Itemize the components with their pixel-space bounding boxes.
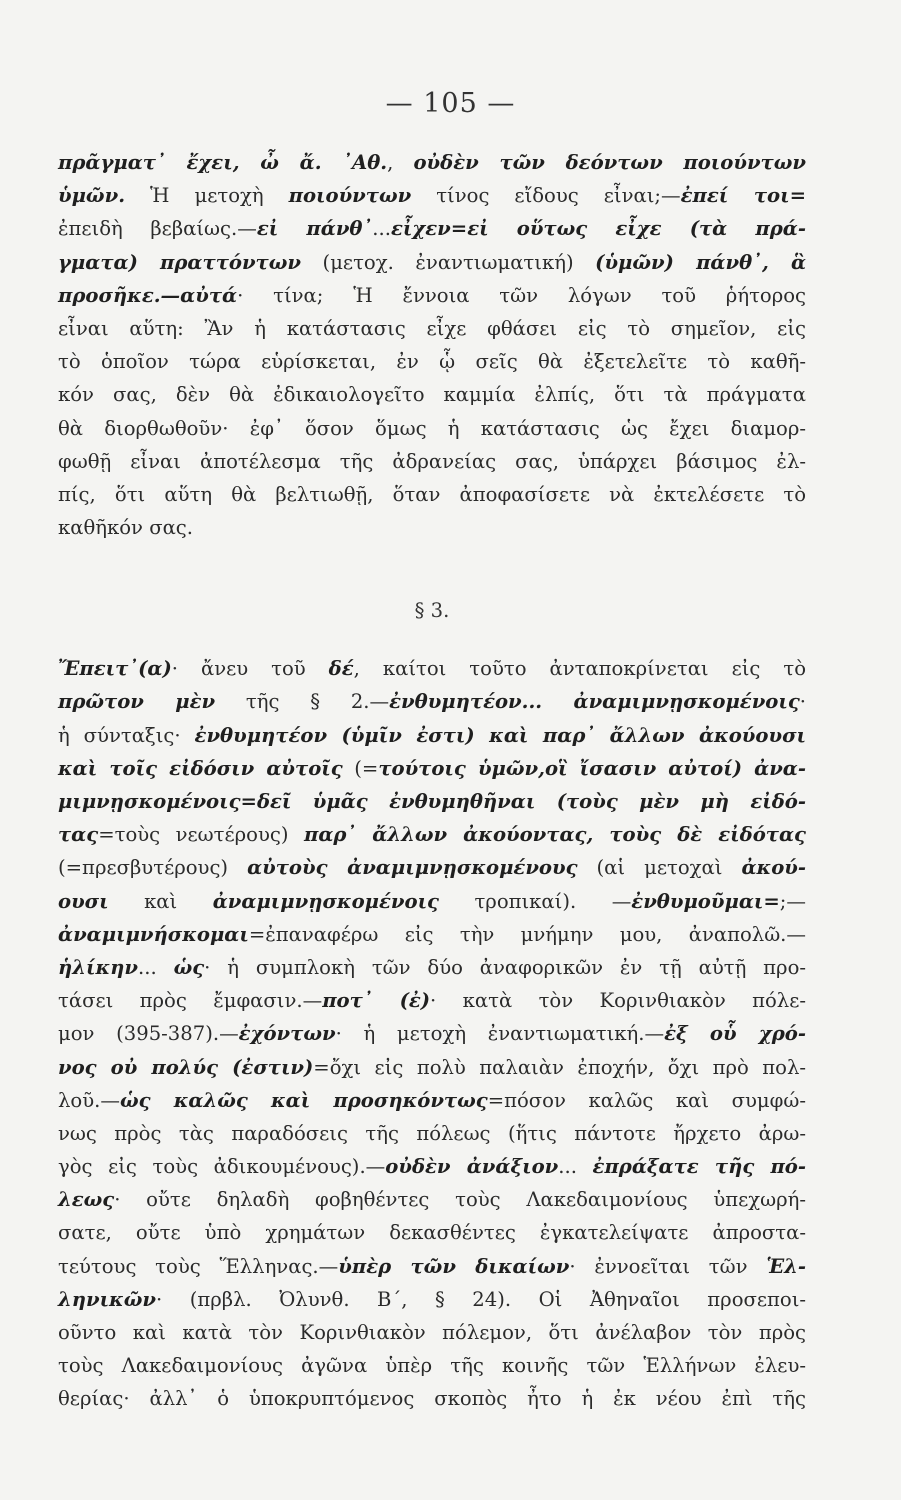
- text-line: τάσει πρὸς ἔμφασιν.—ποτ᾽ (ἐ)· κατὰ τὸν Κορινθιακὸν πόλε-: [58, 989, 806, 1013]
- text-line: τεύτους τοὺς Ἕλληνας.—ὑπὲρ τῶν δικαίων· ἐννοεῖται τῶν Ἑλ-: [58, 1254, 806, 1278]
- section-spacer: [58, 544, 806, 593]
- section-spacer: [58, 629, 806, 652]
- text-line: πρᾶγματ᾽ ἔχει, ὦ ἄ. ᾽Αθ., οὐδὲν τῶν δεόντων ποιούντων: [58, 151, 806, 174]
- text-line: τοὺς Λακεδαιμονίους ἀγῶνα ὑπὲρ τῆς κοινῆς τῶν Ἑλλήνων ἐλευ-: [58, 1354, 806, 1378]
- text-line: ληνικῶν· (πρβλ. Ὀλυνθ. Β΄, § 24). Οἱ Ἀθηναῖοι προσεποι-: [58, 1287, 806, 1311]
- page-number: — 105 —: [385, 88, 516, 119]
- text-line: σατε, οὔτε ὑπὸ χρημάτων δεκασθέντες ἐγκατελείψατε ἀπροστα-: [58, 1221, 806, 1245]
- text-line: κόν σας, δὲν θὰ ἐδικαιολογεῖτο καμμία ἐλπίς, ὅτι τὰ πράγματα: [58, 383, 806, 407]
- text-line: φωθῇ εἶναι ἀποτέλεσμα τῆς ἀδρανείας σας, ὑπάρχει βάσιμος ἐλ-: [58, 449, 806, 473]
- text-line: ἐπειδὴ βεβαίως.—εἰ πάνθ᾽...εἶχεν=εἰ οὕτως εἶχε (τὰ πρά-: [58, 217, 807, 241]
- commentary-paragraph-1: [58, 146, 806, 544]
- text-line: λοῦ.—ὡς καλῶς καὶ προσηκόντως=πόσον καλῶς καὶ συμφώ-: [58, 1088, 806, 1112]
- text-line: Ἔπειτ᾽(α)· ἄνευ τοῦ δέ, καίτοι τοῦτο ἀνταποκρίνεται εἰς τὸ: [58, 657, 806, 681]
- text-line: πίς, ὅτι αὕτη θὰ βελτιωθῇ, ὅταν ἀποφασίσετε νὰ ἐκτελέσετε τὸ: [58, 482, 806, 506]
- body-text: [58, 146, 806, 1416]
- text-line: νος οὐ πολύς (ἐστιν)=ὄχι εἰς πολὺ παλαιὰν ἐποχήν, ὄχι πρὸ πολ-: [58, 1055, 806, 1079]
- text-line: νως πρὸς τὰς παραδόσεις τῆς πόλεως (ἥτις πάντοτε ἤρχετο ἀρω-: [58, 1121, 806, 1145]
- text-line: εἶναι αὕτη: Ἂν ἡ κατάστασις εἶχε φθάσει εἰς τὸ σημεῖον, εἰς: [58, 316, 806, 340]
- text-line: γὸς εἰς τοὺς ἀδικουμένους).—οὐδὲν ἀνάξιον... ἐπράξατε τῆς πό-: [58, 1155, 807, 1179]
- text-line: ἀναμιμνήσκομαι=ἐπαναφέρω εἰς τὴν μνήμην μου, ἀναπολῶ.—: [58, 922, 806, 946]
- text-line: (=πρεσβυτέρους) αὐτοὺς ἀναμιμνῃσκομένους (αἱ μετοχαὶ ἀκού-: [58, 856, 806, 880]
- text-line: ουσι καὶ ἀναμιμνῃσκομένοις τροπικαί). —ἐνθυμοῦμαι=;—: [58, 889, 806, 913]
- text-line: καὶ τοῖς εἰδόσιν αὐτοῖς (=τούτοις ὑμῶν,οἳ ἴσασιν αὐτοί) ἀνα-: [58, 756, 807, 780]
- text-line: προσῆκε.—αὐτά· τίνα; Ἡ ἔννοια τῶν λόγων τοῦ ῥήτορος: [58, 283, 806, 307]
- text-line: γματα) πραττόντων (μετοχ. ἐναντιωματική) (ὑμῶν) πάνθ᾽, ἃ: [58, 250, 807, 274]
- text-line: τας=τοὺς νεωτέρους) παρ᾽ ἄλλων ἀκούοντας, τοὺς δὲ εἰδότας: [58, 823, 806, 847]
- text-line: πρῶτον μὲν τῆς § 2.—ἐνθυμητέον... ἀναμιμνῃσκομένοις·: [58, 690, 807, 714]
- text-line: μον (395-387).—ἐχόντων· ἡ μετοχὴ ἐναντιωματική.—ἐξ οὗ χρό-: [58, 1022, 806, 1046]
- commentary-paragraph-2: [58, 652, 806, 1415]
- text-line: μιμνῃσκομένοις=δεῖ ὑμᾶς ἐνθυμηθῆναι (τοὺς μὲν μὴ εἰδό-: [58, 790, 806, 813]
- text-line: ἡ σύνταξις· ἐνθυμητέον (ὑμῖν ἐστι) καὶ παρ᾽ ἄλλων ἀκούουσι: [58, 723, 806, 747]
- section-heading: § 3.: [414, 599, 450, 623]
- text-line: θερίας· ἀλλ᾽ ὁ ὑποκρυπτόμενος σκοπὸς ἦτο ἡ ἐκ νέου ἐπὶ τῆς: [58, 1387, 806, 1411]
- text-line: ὑμῶν. Ἡ μετοχὴ ποιούντων τίνος εἴδους εἶναι;—ἐπεί τοι=: [58, 184, 806, 208]
- text-line: τὸ ὁποῖον τώρα εὑρίσκεται, ἐν ᾧ σεῖς θὰ ἐξετελεῖτε τὸ καθῆ-: [58, 350, 806, 374]
- text-line: θὰ διορθωθοῦν· ἐφ᾽ ὅσον ὅμως ἡ κατάστασις ὡς ἔχει διαμορ-: [58, 416, 806, 440]
- text-line: ἡλίκην... ὡς· ἡ συμπλοκὴ τῶν δύο ἀναφορικῶν ἐν τῇ αὐτῇ προ-: [58, 955, 806, 979]
- text-line: λεως· οὔτε δηλαδὴ φοβηθέντες τοὺς Λακεδαιμονίους ὑπεχωρή-: [58, 1188, 806, 1212]
- text-line: καθῆκόν σας.: [58, 516, 194, 540]
- text-line: οῦντο καὶ κατὰ τὸν Κορινθιακὸν πόλεμον, ὅτι ἀνέλαβον τὸν πρὸς: [58, 1321, 806, 1344]
